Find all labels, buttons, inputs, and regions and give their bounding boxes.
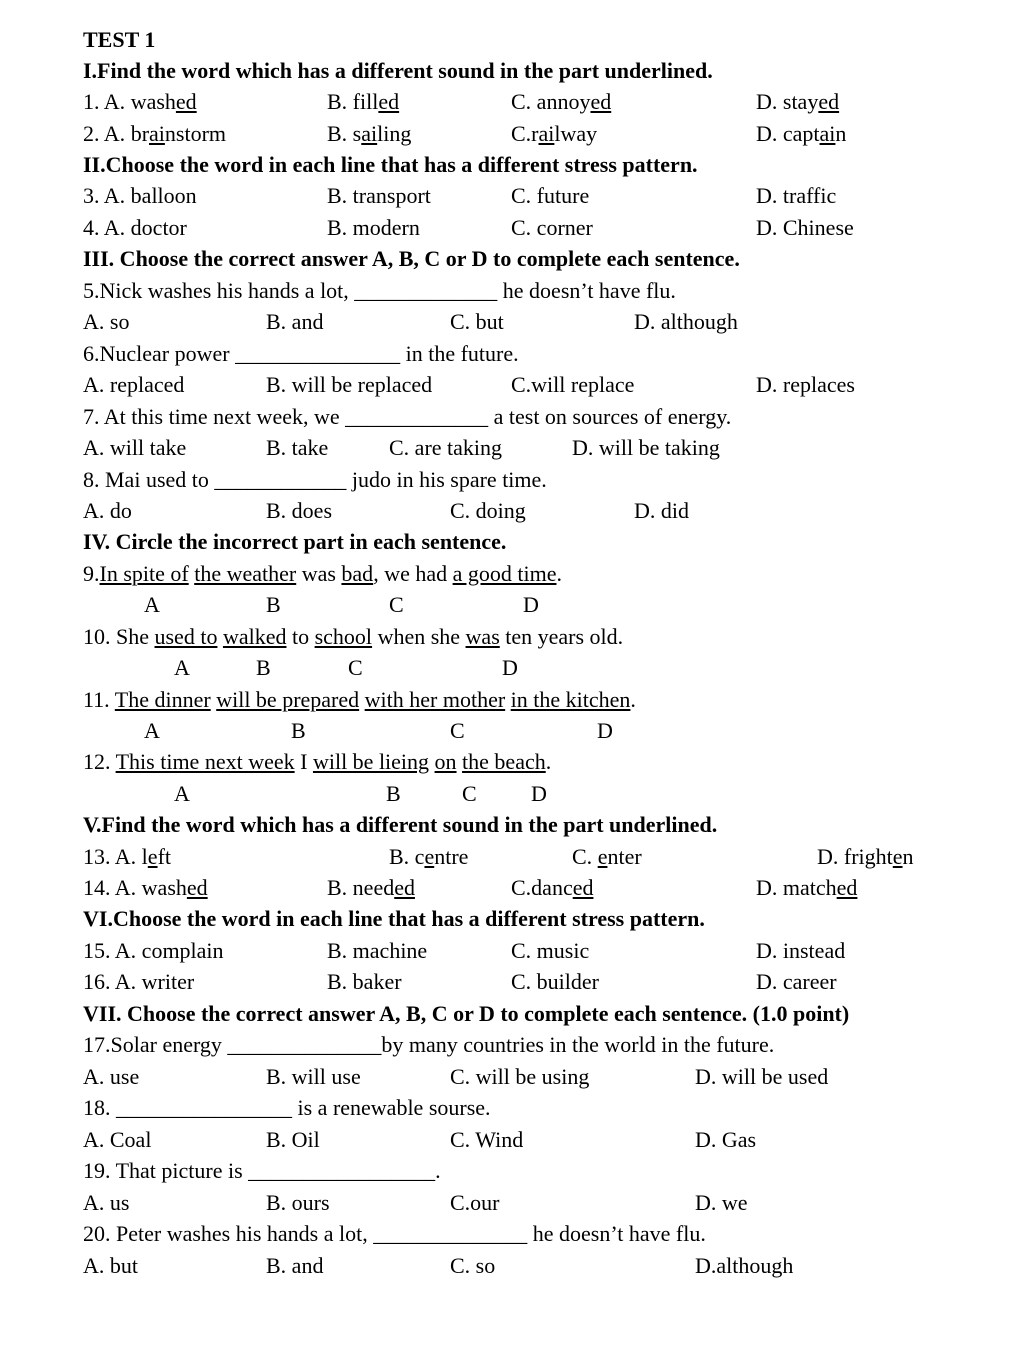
option-b: B. will be replaced [266,372,433,397]
option-a: 4. A. doctor [83,215,187,240]
option-a: 2. A. brainstorm [83,121,227,146]
option-a: A. but [83,1253,138,1278]
label-c: C [462,781,477,806]
option-b: B. transport [327,183,431,208]
option-d: D. will be used [695,1064,829,1089]
question-18-options [0,1124,1024,1155]
question-6-text: 6.Nuclear power _______________ in the future. [83,341,519,366]
option-d: D. instead [756,938,846,963]
label-d: D [531,781,547,806]
question-6-options [0,369,1024,400]
question-2 [0,118,1024,149]
label-a: A [174,655,190,680]
option-d: D. Chinese [756,215,854,240]
section-7-heading: VII. Choose the correct answer A, B, C or D to complete each sentence. (1.0 point) [83,1001,850,1026]
option-a: A. will take [83,435,187,460]
option-a: A. so [83,309,130,334]
label-d: D [523,592,539,617]
option-b: B. filled [327,89,400,114]
option-c: C. but [450,309,504,334]
question-4 [0,212,1024,243]
option-a: A. us [83,1190,130,1215]
option-a: 15. A. complain [83,938,224,963]
option-d: D. stayed [756,89,840,114]
option-a: 16. A. writer [83,969,195,994]
question-11-sentence: 11. The dinner will be prepared with her mother in the kitchen. [83,687,636,712]
option-b: B. does [266,498,332,523]
option-d: D. traffic [756,183,837,208]
option-c: C. annoyed [511,89,612,114]
question-7-options [0,432,1024,463]
option-c: C. corner [511,215,593,240]
option-d: D.although [695,1253,794,1278]
section-1-heading: I.Find the word which has a different sound in the part underlined. [83,58,713,83]
question-9-labels [0,589,1024,620]
label-a: A [144,592,160,617]
question-15 [0,935,1024,966]
option-b: B. take [266,435,329,460]
test-title: TEST 1 [83,27,156,52]
question-5-options [0,306,1024,337]
option-d: D. career [756,969,837,994]
label-d: D [597,718,613,743]
option-a: A. Coal [83,1127,152,1152]
label-b: B [291,718,306,743]
question-16 [0,966,1024,997]
label-a: A [144,718,160,743]
option-d: D. Gas [695,1127,757,1152]
option-b: B. ours [266,1190,330,1215]
option-b: B. needed [327,875,415,900]
option-c: C. music [511,938,590,963]
question-18-text: 18. ________________ is a renewable sourse. [83,1095,491,1120]
question-9-sentence: 9.In spite of the weather was bad, we had a good time. [83,561,562,586]
section-2-heading: II.Choose the word in each line that has a different stress pattern. [83,152,698,177]
option-a: A. do [83,498,132,523]
label-b: B [256,655,271,680]
option-d: D. did [634,498,689,523]
option-a: 13. A. left [83,844,172,869]
option-b: B. and [266,1253,324,1278]
question-3 [0,180,1024,211]
option-b: B. centre [389,844,469,869]
option-c: C. future [511,183,590,208]
option-b: B. and [266,309,324,334]
option-d: D. we [695,1190,748,1215]
section-5-heading: V.Find the word which has a different sound in the part underlined. [83,812,718,837]
option-c: C. builder [511,969,599,994]
question-1 [0,86,1024,117]
question-13 [0,841,1024,872]
question-10-sentence: 10. She used to walked to school when she was ten years old. [83,624,624,649]
question-8-text: 8. Mai used to ____________ judo in his spare time. [83,467,547,492]
option-c: C. will be using [450,1064,590,1089]
option-b: B. Oil [266,1127,320,1152]
option-a: 1. A. washed [83,89,197,114]
option-c: C.railway [511,121,598,146]
option-c: C. doing [450,498,526,523]
question-7-text: 7. At this time next week, we _____________ a test on sources of energy. [83,404,732,429]
option-d: D. although [634,309,738,334]
option-c: C. are taking [389,435,503,460]
label-c: C [348,655,363,680]
label-c: C [389,592,404,617]
label-b: B [266,592,281,617]
option-c: C.will replace [511,372,635,397]
section-3-heading: III. Choose the correct answer A, B, C or D to complete each sentence. [83,246,740,271]
option-b: B. will use [266,1064,361,1089]
question-20-options [0,1250,1024,1281]
option-c: C. so [450,1253,496,1278]
label-a: A [174,781,190,806]
option-a: A. use [83,1064,140,1089]
label-b: B [386,781,401,806]
option-b: B. machine [327,938,428,963]
option-a: 14. A. washed [83,875,208,900]
option-c: C. Wind [450,1127,524,1152]
question-17-options [0,1061,1024,1092]
question-12-labels [0,778,1024,809]
option-d: D. frighten [817,844,914,869]
option-d: D. captain [756,121,847,146]
question-5-text: 5.Nick washes his hands a lot, _____________ he doesn’t have flu. [83,278,676,303]
question-19-options [0,1187,1024,1218]
option-c: C. enter [572,844,642,869]
option-c: C.danced [511,875,594,900]
question-8-options [0,495,1024,526]
option-a: A. replaced [83,372,185,397]
option-a: 3. A. balloon [83,183,197,208]
question-12-sentence: 12. This time next week I will be lieing on the beach. [83,749,552,774]
question-19-text: 19. That picture is _________________. [83,1158,441,1183]
option-b: B. sailing [327,121,412,146]
option-d: D. will be taking [572,435,720,460]
option-b: B. baker [327,969,402,994]
option-d: D. replaces [756,372,855,397]
option-c: C.our [450,1190,500,1215]
section-4-heading: IV. Circle the incorrect part in each sentence. [83,529,507,554]
question-10-labels [0,652,1024,683]
section-6-heading: VI.Choose the word in each line that has a different stress pattern. [83,906,705,931]
label-c: C [450,718,465,743]
question-11-labels [0,715,1024,746]
question-20-text: 20. Peter washes his hands a lot, ______________ he doesn’t have flu. [83,1221,706,1246]
question-14 [0,872,1024,903]
question-17-text: 17.Solar energy ______________by many countries in the world in the future. [83,1032,775,1057]
label-d: D [502,655,518,680]
option-b: B. modern [327,215,420,240]
option-d: D. matched [756,875,858,900]
